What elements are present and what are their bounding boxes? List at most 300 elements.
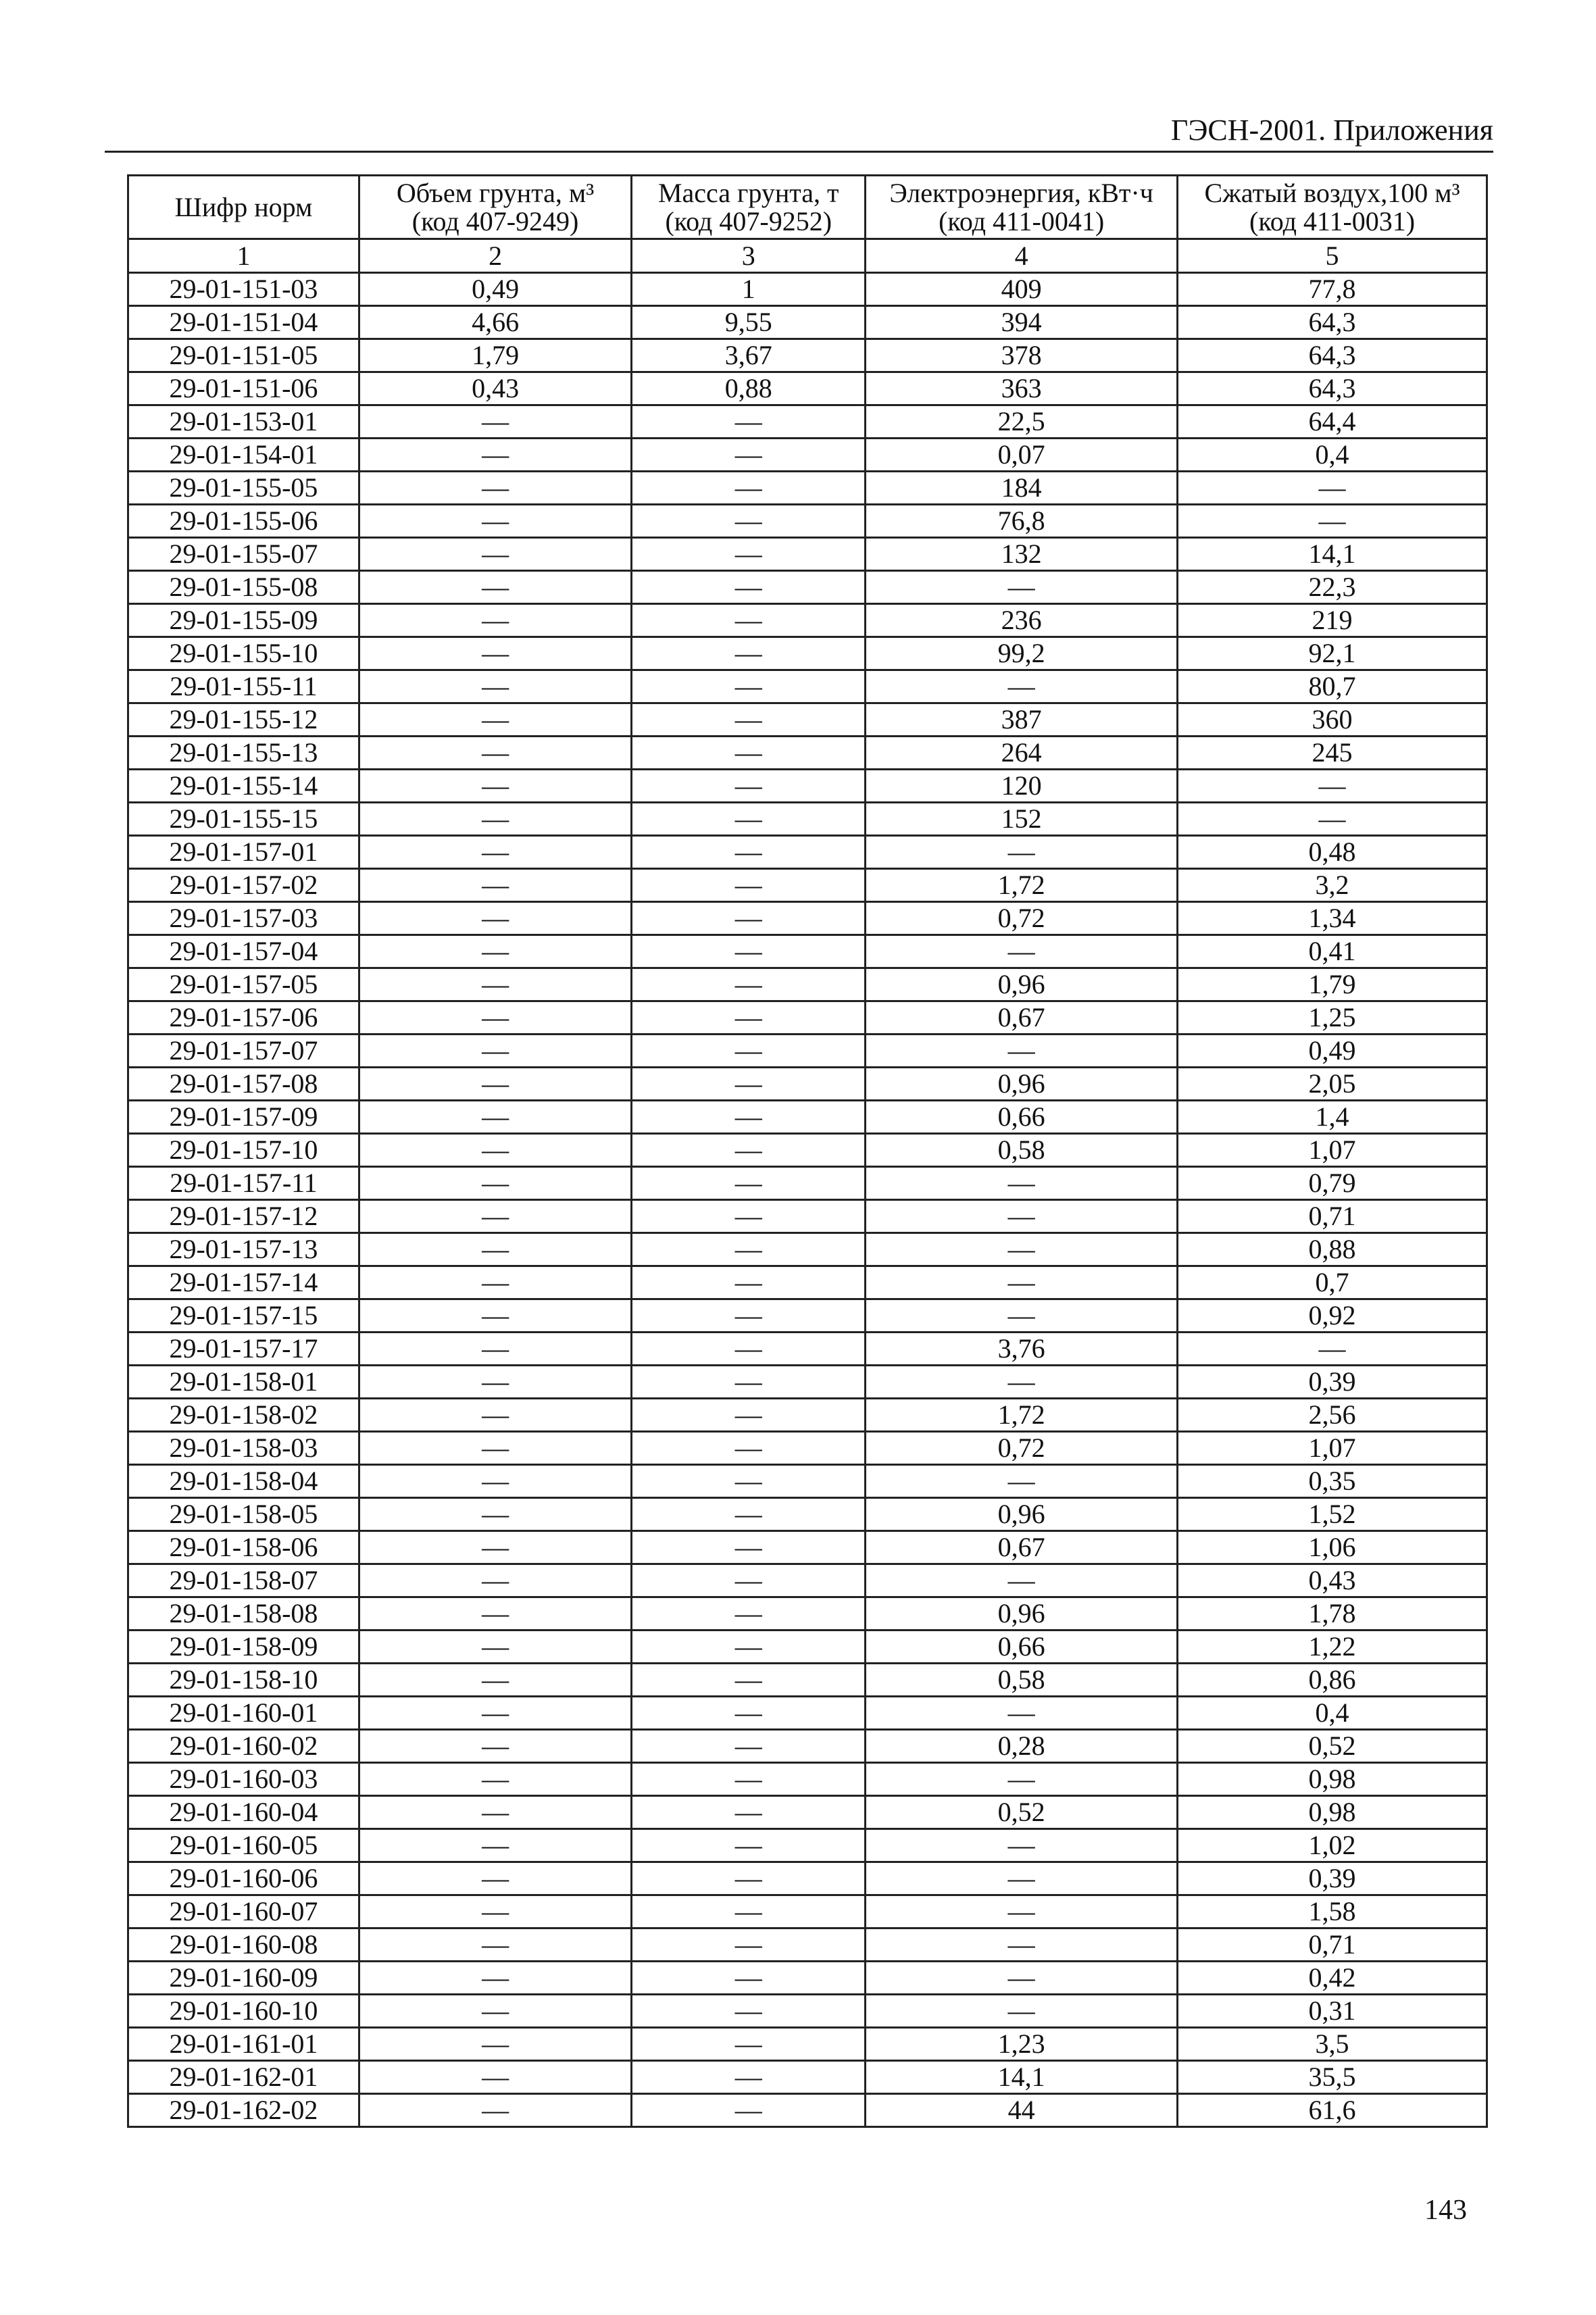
column-number-row (128, 239, 1487, 273)
cell-soil-volume: — (359, 1962, 631, 1995)
table-row (128, 1333, 1487, 1366)
table-row (128, 1995, 1487, 2028)
cell-soil-volume: — (359, 2061, 631, 2094)
table-row (128, 538, 1487, 571)
cell-compressed-air: 0,43 (1178, 1564, 1487, 1597)
table-row (128, 1134, 1487, 1167)
cell-soil-mass: 1 (632, 273, 866, 306)
cell-soil-volume: 1,79 (359, 339, 631, 372)
cell-soil-volume: 4,66 (359, 306, 631, 339)
cell-compressed-air: 64,4 (1178, 405, 1487, 439)
cell-soil-mass: — (632, 1035, 866, 1068)
cell-soil-mass: — (632, 1233, 866, 1266)
table-row (128, 869, 1487, 902)
cell-norm-code: 29-01-157-09 (128, 1101, 359, 1134)
cell-soil-mass: 0,88 (632, 372, 866, 405)
cell-compressed-air: 1,4 (1178, 1101, 1487, 1134)
cell-soil-volume: — (359, 637, 631, 670)
table-row (128, 1796, 1487, 1829)
cell-compressed-air: 0,42 (1178, 1962, 1487, 1995)
column-header-code (128, 176, 359, 239)
cell-compressed-air: — (1178, 472, 1487, 505)
table-row (128, 1001, 1487, 1035)
cell-soil-mass: — (632, 1001, 866, 1035)
cell-compressed-air: 2,56 (1178, 1399, 1487, 1432)
table-row (128, 1664, 1487, 1697)
table-row (128, 1465, 1487, 1498)
cell-soil-volume: — (359, 1697, 631, 1730)
table-row (128, 1763, 1487, 1796)
cell-soil-volume: — (359, 1862, 631, 1895)
cell-electricity: — (866, 1266, 1178, 1299)
cell-compressed-air: — (1178, 770, 1487, 803)
cell-electricity: 3,76 (866, 1333, 1178, 1366)
table-row (128, 1101, 1487, 1134)
cell-soil-mass: — (632, 1564, 866, 1597)
cell-electricity: 0,58 (866, 1664, 1178, 1697)
cell-electricity: 0,67 (866, 1531, 1178, 1564)
table-row (128, 405, 1487, 439)
cell-soil-mass: — (632, 1928, 866, 1962)
cell-soil-mass: — (632, 1299, 866, 1333)
table-row (128, 703, 1487, 737)
cell-compressed-air: 2,05 (1178, 1068, 1487, 1101)
cell-norm-code: 29-01-155-08 (128, 571, 359, 604)
column-header-code-line: (код 411-0041) (939, 205, 1105, 237)
cell-electricity: — (866, 1928, 1178, 1962)
cell-norm-code: 29-01-158-03 (128, 1432, 359, 1465)
cell-electricity: 0,72 (866, 1432, 1178, 1465)
cell-soil-volume: — (359, 703, 631, 737)
cell-electricity: 0,96 (866, 1068, 1178, 1101)
cell-soil-mass: — (632, 405, 866, 439)
cell-soil-volume: — (359, 1068, 631, 1101)
table-row (128, 2094, 1487, 2127)
table-row (128, 472, 1487, 505)
cell-electricity: — (866, 1465, 1178, 1498)
cell-compressed-air: 3,2 (1178, 869, 1487, 902)
cell-compressed-air: 245 (1178, 737, 1487, 770)
cell-norm-code: 29-01-157-07 (128, 1035, 359, 1068)
table-header-row (128, 176, 1487, 239)
table-row (128, 2028, 1487, 2061)
table-row (128, 968, 1487, 1001)
cell-compressed-air: 0,88 (1178, 1233, 1487, 1266)
cell-soil-volume: — (359, 1101, 631, 1134)
cell-electricity: 44 (866, 2094, 1178, 2127)
cell-electricity: — (866, 1299, 1178, 1333)
table-row (128, 637, 1487, 670)
cell-compressed-air: 64,3 (1178, 306, 1487, 339)
cell-compressed-air: 1,79 (1178, 968, 1487, 1001)
cell-compressed-air: 22,3 (1178, 571, 1487, 604)
cell-soil-mass: — (632, 1631, 866, 1664)
cell-soil-volume: — (359, 405, 631, 439)
column-header-line: Шифр норм (174, 191, 313, 222)
cell-soil-mass: — (632, 1101, 866, 1134)
cell-soil-volume: — (359, 1299, 631, 1333)
column-header-compressed-air (1178, 176, 1487, 239)
cell-soil-mass: — (632, 1962, 866, 1995)
cell-soil-volume: — (359, 1664, 631, 1697)
cell-electricity: 1,72 (866, 1399, 1178, 1432)
cell-electricity: 120 (866, 770, 1178, 803)
cell-norm-code: 29-01-158-01 (128, 1366, 359, 1399)
cell-norm-code: 29-01-162-01 (128, 2061, 359, 2094)
column-number: 4 (866, 239, 1178, 273)
cell-soil-volume: — (359, 770, 631, 803)
table-row (128, 1498, 1487, 1531)
cell-electricity: 0,58 (866, 1134, 1178, 1167)
cell-soil-mass: — (632, 2094, 866, 2127)
cell-soil-volume: — (359, 1564, 631, 1597)
cell-norm-code: 29-01-157-17 (128, 1333, 359, 1366)
cell-compressed-air: 0,48 (1178, 836, 1487, 869)
cell-compressed-air: 0,71 (1178, 1200, 1487, 1233)
table-row (128, 1167, 1487, 1200)
cell-electricity: 0,67 (866, 1001, 1178, 1035)
cell-compressed-air: 1,78 (1178, 1597, 1487, 1631)
cell-soil-mass: — (632, 637, 866, 670)
cell-norm-code: 29-01-157-15 (128, 1299, 359, 1333)
cell-electricity: — (866, 1167, 1178, 1200)
cell-compressed-air: 3,5 (1178, 2028, 1487, 2061)
cell-soil-mass: — (632, 1895, 866, 1928)
table-row (128, 1829, 1487, 1862)
cell-electricity: — (866, 1862, 1178, 1895)
cell-soil-mass: — (632, 869, 866, 902)
cell-soil-mass: — (632, 1531, 866, 1564)
table-row (128, 1597, 1487, 1631)
column-header-line: Сжатый воздух,100 м³ (1204, 177, 1460, 208)
cell-compressed-air: — (1178, 1333, 1487, 1366)
cell-soil-mass: — (632, 472, 866, 505)
cell-soil-volume: 0,49 (359, 273, 631, 306)
cell-norm-code: 29-01-158-10 (128, 1664, 359, 1697)
cell-soil-mass: — (632, 1465, 866, 1498)
cell-electricity: 0,96 (866, 1498, 1178, 1531)
cell-soil-volume: — (359, 803, 631, 836)
cell-norm-code: 29-01-151-03 (128, 273, 359, 306)
cell-norm-code: 29-01-155-11 (128, 670, 359, 703)
cell-soil-volume: — (359, 737, 631, 770)
cell-norm-code: 29-01-158-05 (128, 1498, 359, 1531)
cell-compressed-air: 0,52 (1178, 1730, 1487, 1763)
cell-electricity: 264 (866, 737, 1178, 770)
cell-soil-volume: — (359, 1266, 631, 1299)
cell-electricity: — (866, 1035, 1178, 1068)
cell-norm-code: 29-01-162-02 (128, 2094, 359, 2127)
cell-soil-volume: — (359, 472, 631, 505)
cell-electricity: 0,52 (866, 1796, 1178, 1829)
cell-soil-mass: — (632, 1597, 866, 1631)
cell-soil-mass: — (632, 1498, 866, 1531)
cell-norm-code: 29-01-160-08 (128, 1928, 359, 1962)
cell-soil-volume: — (359, 1366, 631, 1399)
cell-compressed-air: 1,06 (1178, 1531, 1487, 1564)
cell-soil-mass: — (632, 703, 866, 737)
cell-compressed-air: 35,5 (1178, 2061, 1487, 2094)
cell-compressed-air: 0,98 (1178, 1796, 1487, 1829)
cell-compressed-air: 92,1 (1178, 637, 1487, 670)
cell-electricity: 0,66 (866, 1631, 1178, 1664)
cell-norm-code: 29-01-155-13 (128, 737, 359, 770)
cell-compressed-air: 1,25 (1178, 1001, 1487, 1035)
cell-soil-mass: — (632, 803, 866, 836)
cell-compressed-air: 1,52 (1178, 1498, 1487, 1531)
cell-electricity: — (866, 1763, 1178, 1796)
cell-soil-mass: 9,55 (632, 306, 866, 339)
cell-compressed-air: — (1178, 803, 1487, 836)
column-header-line: Масса грунта, т (657, 177, 839, 208)
cell-compressed-air: 0,49 (1178, 1035, 1487, 1068)
cell-electricity: 236 (866, 604, 1178, 637)
cell-soil-volume: — (359, 439, 631, 472)
cell-electricity: 14,1 (866, 2061, 1178, 2094)
cell-soil-mass: — (632, 1134, 866, 1167)
cell-soil-mass: — (632, 1664, 866, 1697)
cell-soil-mass: — (632, 1697, 866, 1730)
cell-compressed-air: 0,71 (1178, 1928, 1487, 1962)
cell-compressed-air: 1,58 (1178, 1895, 1487, 1928)
table-row (128, 1631, 1487, 1664)
cell-compressed-air: 0,35 (1178, 1465, 1487, 1498)
cell-soil-mass: — (632, 1068, 866, 1101)
cell-norm-code: 29-01-160-07 (128, 1895, 359, 1928)
cell-norm-code: 29-01-158-06 (128, 1531, 359, 1564)
table-row (128, 604, 1487, 637)
table-row (128, 2061, 1487, 2094)
column-number: 2 (359, 239, 631, 273)
cell-norm-code: 29-01-160-03 (128, 1763, 359, 1796)
table-row (128, 737, 1487, 770)
cell-compressed-air: 0,41 (1178, 935, 1487, 968)
cell-norm-code: 29-01-153-01 (128, 405, 359, 439)
table-row (128, 439, 1487, 472)
table-row (128, 372, 1487, 405)
cell-soil-volume: — (359, 2028, 631, 2061)
cell-norm-code: 29-01-154-01 (128, 439, 359, 472)
cell-electricity: — (866, 571, 1178, 604)
cell-norm-code: 29-01-158-04 (128, 1465, 359, 1498)
cell-norm-code: 29-01-158-09 (128, 1631, 359, 1664)
cell-soil-volume: — (359, 1233, 631, 1266)
cell-soil-volume: — (359, 1928, 631, 1962)
cell-compressed-air: 0,98 (1178, 1763, 1487, 1796)
cell-compressed-air: 80,7 (1178, 670, 1487, 703)
cell-soil-mass: 3,67 (632, 339, 866, 372)
cell-soil-mass: — (632, 1796, 866, 1829)
cell-soil-volume: — (359, 571, 631, 604)
table-row (128, 1432, 1487, 1465)
cell-electricity: 0,96 (866, 968, 1178, 1001)
table-row (128, 836, 1487, 869)
cell-soil-volume: — (359, 1796, 631, 1829)
cell-norm-code: 29-01-157-10 (128, 1134, 359, 1167)
column-header-line: Объем грунта, м³ (396, 177, 595, 208)
cell-soil-volume: — (359, 1167, 631, 1200)
cell-electricity: 0,96 (866, 1597, 1178, 1631)
cell-soil-mass: — (632, 1432, 866, 1465)
cell-electricity: 1,23 (866, 2028, 1178, 2061)
cell-soil-volume: — (359, 1200, 631, 1233)
table-row (128, 505, 1487, 538)
cell-soil-mass: — (632, 1730, 866, 1763)
cell-norm-code: 29-01-157-05 (128, 968, 359, 1001)
cell-soil-mass: — (632, 439, 866, 472)
cell-soil-volume: — (359, 1730, 631, 1763)
running-title: ГЭСН-2001. Приложения (1170, 114, 1493, 147)
column-header-electricity (866, 176, 1178, 239)
cell-norm-code: 29-01-155-14 (128, 770, 359, 803)
column-header-soil-volume (359, 176, 631, 239)
cell-norm-code: 29-01-158-02 (128, 1399, 359, 1432)
cell-soil-mass: — (632, 1200, 866, 1233)
table-row (128, 1730, 1487, 1763)
cell-norm-code: 29-01-160-06 (128, 1862, 359, 1895)
cell-electricity: 1,72 (866, 869, 1178, 902)
cell-soil-volume: — (359, 1531, 631, 1564)
cell-electricity: 0,66 (866, 1101, 1178, 1134)
table-row (128, 1068, 1487, 1101)
cell-soil-mass: — (632, 1266, 866, 1299)
cell-compressed-air: 0,7 (1178, 1266, 1487, 1299)
cell-compressed-air: 14,1 (1178, 538, 1487, 571)
cell-electricity: — (866, 1829, 1178, 1862)
cell-soil-volume: — (359, 1432, 631, 1465)
cell-soil-volume: — (359, 1829, 631, 1862)
cell-compressed-air: 1,34 (1178, 902, 1487, 935)
table-row (128, 1399, 1487, 1432)
cell-norm-code: 29-01-151-06 (128, 372, 359, 405)
cell-soil-mass: — (632, 1829, 866, 1862)
cell-compressed-air: 219 (1178, 604, 1487, 637)
table-row (128, 1962, 1487, 1995)
cell-compressed-air: 64,3 (1178, 372, 1487, 405)
cell-compressed-air: 64,3 (1178, 339, 1487, 372)
cell-norm-code: 29-01-157-08 (128, 1068, 359, 1101)
cell-soil-volume: — (359, 935, 631, 968)
table-row (128, 1862, 1487, 1895)
cell-electricity: — (866, 1697, 1178, 1730)
cell-compressed-air: 0,4 (1178, 439, 1487, 472)
cell-soil-volume: — (359, 538, 631, 571)
table-row (128, 770, 1487, 803)
cell-compressed-air: 360 (1178, 703, 1487, 737)
table-row (128, 306, 1487, 339)
cell-norm-code: 29-01-161-01 (128, 2028, 359, 2061)
norms-table (127, 174, 1488, 2128)
cell-norm-code: 29-01-155-12 (128, 703, 359, 737)
cell-compressed-air: 1,02 (1178, 1829, 1487, 1862)
cell-norm-code: 29-01-157-11 (128, 1167, 359, 1200)
cell-electricity: — (866, 1564, 1178, 1597)
cell-electricity: 0,07 (866, 439, 1178, 472)
cell-compressed-air: 0,31 (1178, 1995, 1487, 2028)
cell-norm-code: 29-01-160-10 (128, 1995, 359, 2028)
column-header-code-line: (код 407-9249) (412, 205, 579, 237)
table-row (128, 1233, 1487, 1266)
cell-electricity: 152 (866, 803, 1178, 836)
column-header-line: Электроэнергия, кВт·ч (889, 177, 1153, 208)
table-row (128, 339, 1487, 372)
cell-norm-code: 29-01-157-12 (128, 1200, 359, 1233)
cell-soil-volume: — (359, 1465, 631, 1498)
cell-norm-code: 29-01-160-05 (128, 1829, 359, 1862)
table-row (128, 571, 1487, 604)
table-row (128, 670, 1487, 703)
cell-compressed-air: 0,79 (1178, 1167, 1487, 1200)
cell-soil-mass: — (632, 968, 866, 1001)
cell-compressed-air: 77,8 (1178, 273, 1487, 306)
page-header (105, 111, 1493, 153)
cell-norm-code: 29-01-155-07 (128, 538, 359, 571)
cell-norm-code: 29-01-155-09 (128, 604, 359, 637)
cell-compressed-air: 1,07 (1178, 1134, 1487, 1167)
cell-compressed-air: 0,4 (1178, 1697, 1487, 1730)
cell-electricity: 0,72 (866, 902, 1178, 935)
cell-soil-mass: — (632, 505, 866, 538)
cell-norm-code: 29-01-157-06 (128, 1001, 359, 1035)
table-row (128, 1266, 1487, 1299)
cell-electricity: — (866, 1895, 1178, 1928)
cell-soil-volume: — (359, 869, 631, 902)
cell-compressed-air: 0,39 (1178, 1862, 1487, 1895)
cell-electricity: — (866, 1366, 1178, 1399)
table-row (128, 902, 1487, 935)
cell-electricity: — (866, 935, 1178, 968)
cell-soil-volume: — (359, 1895, 631, 1928)
cell-soil-volume: — (359, 1399, 631, 1432)
cell-electricity: 99,2 (866, 637, 1178, 670)
cell-norm-code: 29-01-160-01 (128, 1697, 359, 1730)
cell-soil-mass: — (632, 2028, 866, 2061)
cell-norm-code: 29-01-158-08 (128, 1597, 359, 1631)
cell-soil-mass: — (632, 1399, 866, 1432)
cell-norm-code: 29-01-157-02 (128, 869, 359, 902)
cell-electricity: 0,28 (866, 1730, 1178, 1763)
cell-compressed-air: 61,6 (1178, 2094, 1487, 2127)
table-row (128, 1299, 1487, 1333)
cell-soil-mass: — (632, 902, 866, 935)
table-row (128, 1200, 1487, 1233)
cell-soil-volume: — (359, 1498, 631, 1531)
table-row (128, 1895, 1487, 1928)
cell-norm-code: 29-01-157-03 (128, 902, 359, 935)
cell-soil-mass: — (632, 836, 866, 869)
cell-soil-volume: — (359, 604, 631, 637)
cell-soil-volume: — (359, 1035, 631, 1068)
table-row (128, 273, 1487, 306)
cell-norm-code: 29-01-157-13 (128, 1233, 359, 1266)
cell-norm-code: 29-01-155-10 (128, 637, 359, 670)
cell-compressed-air: 0,92 (1178, 1299, 1487, 1333)
cell-soil-mass: — (632, 2061, 866, 2094)
table-row (128, 1366, 1487, 1399)
cell-norm-code: 29-01-160-09 (128, 1962, 359, 1995)
cell-compressed-air: — (1178, 505, 1487, 538)
cell-electricity: — (866, 836, 1178, 869)
column-header-code-line: (код 407-9252) (665, 205, 832, 237)
table-row (128, 1035, 1487, 1068)
cell-soil-mass: — (632, 1995, 866, 2028)
cell-electricity: 76,8 (866, 505, 1178, 538)
cell-soil-volume: — (359, 670, 631, 703)
cell-norm-code: 29-01-155-05 (128, 472, 359, 505)
table-body (128, 273, 1487, 2127)
cell-soil-mass: — (632, 737, 866, 770)
cell-soil-volume: — (359, 1763, 631, 1796)
